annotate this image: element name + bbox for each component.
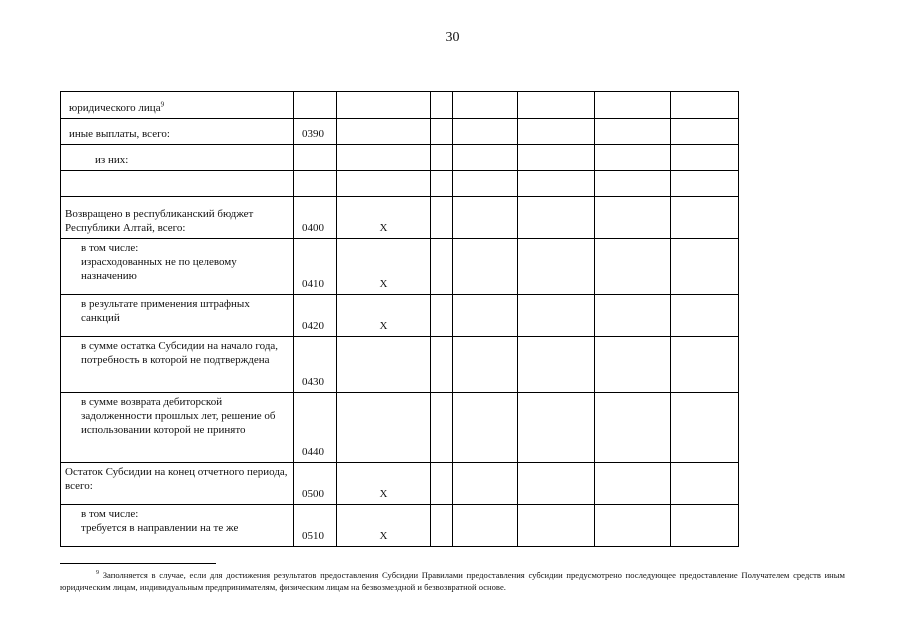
row-code-cell xyxy=(294,145,337,171)
row-value-cell xyxy=(671,239,739,295)
row-value-cell xyxy=(595,505,671,547)
row-value-cell xyxy=(431,239,453,295)
table-row xyxy=(61,337,739,393)
row-code-cell xyxy=(294,171,337,197)
table-row xyxy=(61,393,739,463)
row-value-cell xyxy=(518,197,595,239)
row-name-line: в сумме возврата дебиторской задолженности прошлых лет, решение об использовании которой не принято xyxy=(81,396,276,436)
row-name-line: в результате применения штрафных санкций xyxy=(81,298,250,324)
row-mark-cell: X xyxy=(337,197,431,239)
row-name-line: требуется в направлении на те же xyxy=(81,522,239,534)
footnote-text: Заполняется в случае, если для достижения результатов предоставления Субсидии Правилами предоставления субсидии предусмотрено последующее предоставление Получателем средств иным юридическим лицам, индивидуальным предпринимателям, физическим лицам на безвозмездной и безвозвратной основе. xyxy=(60,570,845,592)
row-value-cell xyxy=(453,393,518,463)
row-value-cell xyxy=(595,393,671,463)
row-code-cell: 0410 xyxy=(294,239,337,295)
row-value-cell xyxy=(453,295,518,337)
table-row xyxy=(61,239,739,295)
row-value-cell xyxy=(671,337,739,393)
row-name-cell xyxy=(61,171,294,197)
row-mark-cell xyxy=(337,119,431,145)
row-code-cell: 0430 xyxy=(294,337,337,393)
row-value-cell xyxy=(595,171,671,197)
row-value-cell xyxy=(453,463,518,505)
row-name-cell xyxy=(61,145,294,171)
row-value-cell xyxy=(518,505,595,547)
footnote-separator xyxy=(60,563,216,564)
table-row xyxy=(61,119,739,145)
footnote xyxy=(60,569,845,593)
row-mark-cell xyxy=(337,171,431,197)
row-value-cell xyxy=(453,337,518,393)
table-row xyxy=(61,145,739,171)
row-value-cell xyxy=(431,505,453,547)
row-name-cell xyxy=(61,239,294,295)
row-value-cell xyxy=(453,239,518,295)
row-code-cell: 0510 xyxy=(294,505,337,547)
row-value-cell xyxy=(595,92,671,119)
row-value-cell xyxy=(431,119,453,145)
row-value-cell xyxy=(671,119,739,145)
row-value-cell xyxy=(595,295,671,337)
row-value-cell xyxy=(431,393,453,463)
table-row xyxy=(61,92,739,119)
row-value-cell xyxy=(431,145,453,171)
row-value-cell xyxy=(671,92,739,119)
row-name-cell xyxy=(61,197,294,239)
row-value-cell xyxy=(518,92,595,119)
row-name-line: израсходованных не по целевому назначению xyxy=(81,256,237,282)
row-name-cell xyxy=(61,92,294,119)
row-value-cell xyxy=(431,295,453,337)
row-value-cell xyxy=(453,197,518,239)
row-code-cell: 0390 xyxy=(294,119,337,145)
footnote-reference: 9 xyxy=(160,100,165,109)
row-value-cell xyxy=(518,337,595,393)
row-name-line: юридического лица$^9$ xyxy=(69,100,165,114)
row-value-cell xyxy=(453,119,518,145)
row-value-cell xyxy=(518,295,595,337)
row-name-line: в том числе: xyxy=(81,242,139,254)
row-value-cell xyxy=(595,463,671,505)
table-row xyxy=(61,463,739,505)
row-value-cell xyxy=(431,463,453,505)
row-name-cell xyxy=(61,337,294,393)
page-number: 30 xyxy=(445,30,460,45)
row-value-cell xyxy=(518,119,595,145)
row-value-cell xyxy=(453,145,518,171)
row-value-cell xyxy=(671,295,739,337)
row-value-cell xyxy=(671,463,739,505)
row-value-cell xyxy=(518,393,595,463)
row-value-cell xyxy=(518,145,595,171)
table-row xyxy=(61,295,739,337)
row-mark-cell: X xyxy=(337,505,431,547)
row-value-cell xyxy=(671,393,739,463)
row-name-line: Остаток Субсидии на конец отчетного периода, всего: xyxy=(65,466,288,492)
row-code-cell xyxy=(294,92,337,119)
row-code-cell: 0440 xyxy=(294,393,337,463)
row-value-cell xyxy=(453,92,518,119)
row-value-cell xyxy=(431,92,453,119)
row-value-cell xyxy=(453,171,518,197)
row-code-cell: 0500 xyxy=(294,463,337,505)
row-value-cell xyxy=(453,505,518,547)
row-value-cell xyxy=(431,197,453,239)
row-name-line: в сумме остатка Субсидии на начало года, потребность в которой не подтверждена xyxy=(81,340,279,366)
row-mark-cell xyxy=(337,145,431,171)
row-name-cell xyxy=(61,463,294,505)
row-code-cell: 0420 xyxy=(294,295,337,337)
row-value-cell xyxy=(595,337,671,393)
table-row xyxy=(61,505,739,547)
row-mark-cell xyxy=(337,337,431,393)
footnote-marker: 9 xyxy=(96,570,99,577)
row-name-cell xyxy=(61,119,294,145)
row-value-cell xyxy=(518,171,595,197)
row-name-line: в том числе: xyxy=(81,508,139,520)
row-mark-cell: X xyxy=(337,463,431,505)
row-value-cell xyxy=(671,145,739,171)
row-value-cell xyxy=(671,197,739,239)
row-value-cell xyxy=(595,119,671,145)
row-mark-cell xyxy=(337,92,431,119)
row-value-cell xyxy=(518,239,595,295)
row-name-line: из них: xyxy=(95,154,129,166)
row-value-cell xyxy=(671,505,739,547)
row-name-cell xyxy=(61,295,294,337)
row-mark-cell xyxy=(337,393,431,463)
row-value-cell xyxy=(595,145,671,171)
row-code-cell: 0400 xyxy=(294,197,337,239)
row-value-cell xyxy=(595,239,671,295)
row-name-line: Возвращено в республиканский бюджет Республики Алтай, всего: xyxy=(65,208,254,234)
row-mark-cell: X xyxy=(337,295,431,337)
report-table xyxy=(60,91,739,547)
row-name-cell xyxy=(61,393,294,463)
row-mark-cell: X xyxy=(337,239,431,295)
row-name-line: иные выплаты, всего: xyxy=(69,128,170,140)
row-value-cell xyxy=(431,171,453,197)
row-name-cell xyxy=(61,505,294,547)
row-value-cell xyxy=(671,171,739,197)
row-value-cell xyxy=(431,337,453,393)
table-row xyxy=(61,197,739,239)
table-row xyxy=(61,171,739,197)
row-value-cell xyxy=(518,463,595,505)
row-value-cell xyxy=(595,197,671,239)
